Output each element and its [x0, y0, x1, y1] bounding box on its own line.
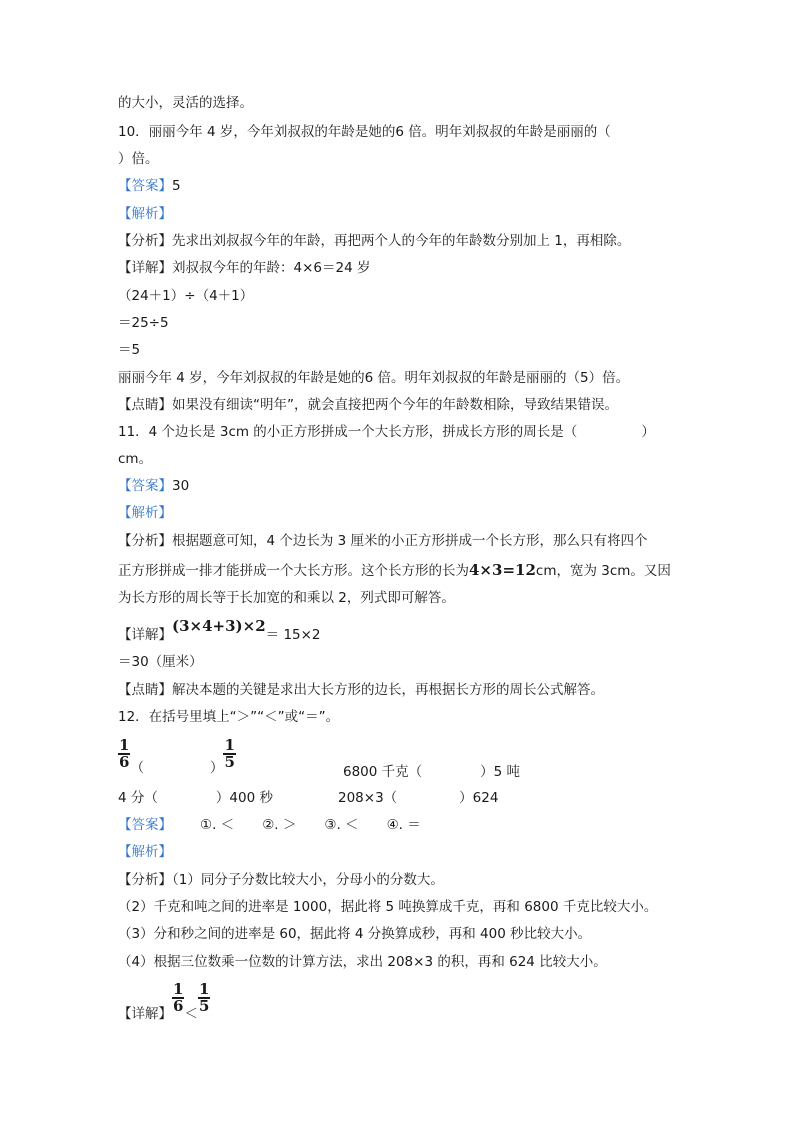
fenxi-line [118, 870, 444, 890]
answer-line [118, 476, 189, 496]
fenxi-text: 先求出刘叔叔今年的年龄，再把两个人的今年的年龄数分别加上 1，再相除。 [172, 233, 631, 249]
fraction: $\frac{1}{6}$ [119, 736, 130, 771]
xiangjie-tag: 【详解】 [118, 1006, 172, 1022]
question-text: 11．4 个边长是 3cm 的小正方形拼成一个大长方形，拼成长方形的周长是（ [118, 424, 578, 440]
answer-2: ②. ＞ [262, 817, 297, 833]
analysis-heading [118, 503, 172, 523]
calc-line: ＝5 [118, 342, 141, 358]
xiangjie-line [118, 617, 321, 645]
xiangjie-line [118, 982, 210, 1022]
compare-op: ＜ [184, 1006, 198, 1022]
calc-line: ＝25÷5 [118, 315, 169, 331]
text-part: ＝ 15×2 [265, 627, 321, 643]
dianjing-line [118, 680, 604, 700]
answer-4: ④. ＝ [386, 817, 421, 833]
question-item-4: 208×3（ ）624 [338, 790, 499, 806]
question-12: 12．在括号里填上“＞”“＜”或“＝”。 [118, 709, 340, 725]
fraction: $\frac{1}{5}$ [224, 736, 235, 771]
xiangjie-text: 刘叔叔今年的年龄：4×6＝24 岁 [172, 260, 371, 276]
question-item-2: 6800 千克（ ）5 吨 [343, 764, 521, 780]
answer-3: ③. ＜ [324, 817, 359, 833]
xiangjie-tag: 【详解】 [118, 627, 172, 643]
question-11 [118, 422, 655, 442]
fenxi-tag: 【分析】 [118, 533, 172, 549]
paren-close: ） [641, 424, 655, 440]
text-part: cm，宽为 3cm。又因 [535, 563, 671, 579]
text-part: 正方形拼成一排才能拼成一个大长方形。这个长方形的长为 [118, 563, 469, 579]
text-line: （3）分和秒之间的进率是 60，据此将 4 分换算成秒，再和 400 秒比较大小。 [118, 926, 592, 942]
text-line: （2）千克和吨之间的进率是 1000，据此将 5 吨换算成千克，再和 6800 千克比较大小。 [118, 899, 658, 915]
dianjing-line [118, 395, 618, 415]
answer-value: 30 [172, 478, 190, 494]
dianjing-text: 如果没有细读“明年”，就会直接把两个今年的年龄数相除，导致结果错误。 [172, 397, 618, 413]
answer-line [118, 815, 421, 835]
text-line [118, 560, 671, 581]
answer-tag: 【答案】 [118, 478, 172, 494]
answer-1: ①. ＜ [200, 817, 235, 833]
question-10: 10．丽丽今年 4 岁，今年刘叔叔的年龄是她的6 倍。明年刘叔叔的年龄是丽丽的（ [118, 124, 611, 140]
question-item-3: 4 分（ ）400 秒 [118, 790, 273, 806]
question-row-1: $\frac{1}{6}$ （ ） $\frac{1}{5}$ [119, 736, 235, 776]
calc-line: ＝30（厘米） [118, 654, 203, 670]
answer-tag: 【答案】 [118, 817, 172, 833]
fraction: $\frac{1}{6}$ [173, 980, 184, 1015]
dianjing-tag: 【点睛】 [118, 682, 172, 698]
fenxi-line [118, 231, 630, 251]
jiexi-tag: 【解析】 [118, 844, 172, 860]
jiexi-tag: 【解析】 [118, 206, 172, 222]
dianjing-text: 解决本题的关键是求出大长方形的边长，再根据长方形的周长公式解答。 [172, 682, 604, 698]
dianjing-tag: 【点睛】 [118, 397, 172, 413]
text-line: ）倍。 [118, 151, 159, 167]
analysis-heading [118, 204, 172, 224]
answer-value: 5 [172, 178, 181, 194]
xiangjie-tag: 【详解】 [118, 260, 172, 276]
fenxi-tag: 【分析】 [118, 872, 172, 888]
xiangjie-line [118, 258, 370, 278]
text-line: cm。 [118, 451, 153, 467]
calc-line: （24＋1）÷（4＋1） [118, 288, 254, 304]
fenxi-text: 根据题意可知，4 个边长为 3 厘米的小正方形拼成一个长方形，那么只有将四个 [172, 533, 648, 549]
fenxi-tag: 【分析】 [118, 233, 172, 249]
jiexi-tag: 【解析】 [118, 505, 172, 521]
answer-tag: 【答案】 [118, 178, 172, 194]
fenxi-line [118, 531, 648, 551]
fenxi-text: （1）同分子分数比较大小，分母小的分数大。 [172, 872, 444, 888]
analysis-heading [118, 842, 172, 862]
formula: (3×4+3)×2 [172, 617, 266, 635]
text-line: 的大小，灵活的选择。 [118, 95, 253, 111]
fraction: $\frac{1}{5}$ [198, 980, 210, 1015]
text-line: 为长方形的周长等于长加宽的和乘以 2，列式即可解答。 [118, 590, 455, 606]
text-line: 丽丽今年 4 岁，今年刘叔叔的年龄是她的6 倍。明年刘叔叔的年龄是丽丽的（5）倍。 [118, 370, 630, 386]
answer-line [118, 176, 181, 196]
text-line: （4）根据三位数乘一位数的计算方法，求出 208×3 的积，再和 624 比较大小。 [118, 954, 607, 970]
formula: 4×3=12 [469, 561, 536, 579]
